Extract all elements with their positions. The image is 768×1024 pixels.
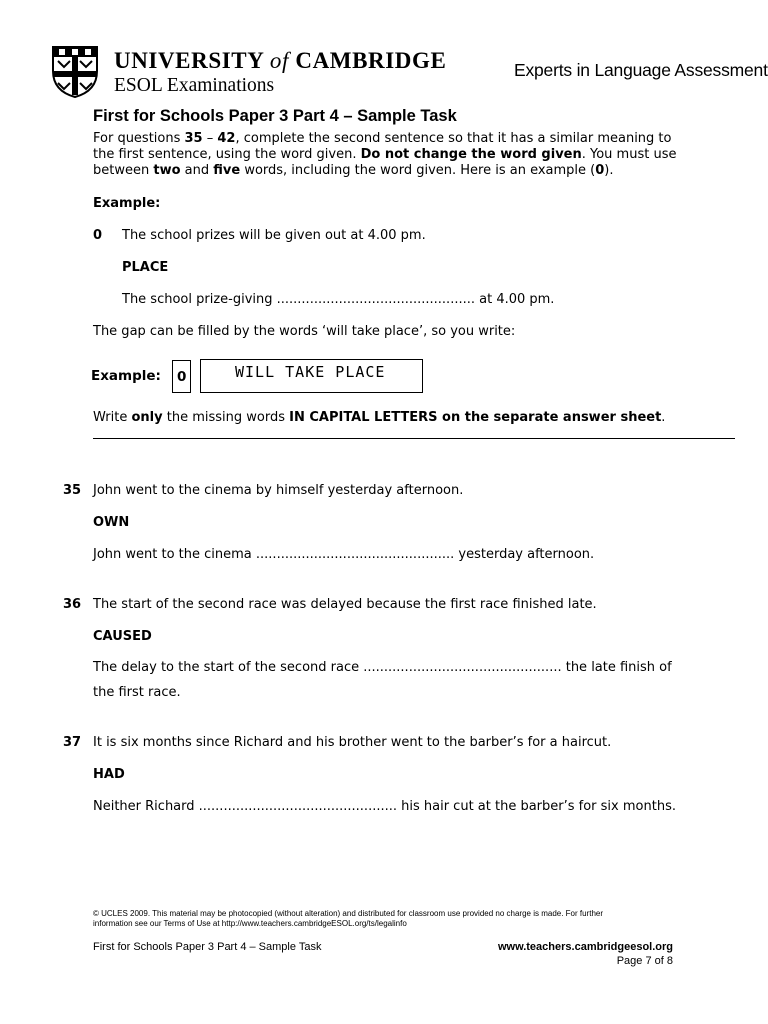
instructions-line-1: For questions 35 – 42, complete the second sentence so that it has a similar meaning to xyxy=(93,131,672,146)
question-number: 35 xyxy=(63,483,82,498)
example-heading: Example: xyxy=(93,196,161,211)
example-gap-note: The gap can be filled by the words ‘will take place’, so you write: xyxy=(93,324,516,339)
question-keyword: OWN xyxy=(93,515,130,530)
question-sentence: John went to the cinema by himself yesterday afternoon. xyxy=(93,483,464,498)
question-second-sentence: John went to the cinema ................................................ yesterday afternoon. xyxy=(93,547,595,562)
copyright-line-2: information see our Terms of Use at http://www.teachers.cambridgeESOL.org/ts/legalinfo xyxy=(93,919,407,928)
copyright-line-1: © UCLES 2009. This material may be photocopied (without alteration) and distributed for classroom use provided no charge is made. For further xyxy=(93,909,604,918)
footer-website: www.teachers.cambridgeesol.org xyxy=(497,941,673,953)
page-number: Page 7 of 8 xyxy=(616,955,673,967)
divider-rule xyxy=(93,438,735,439)
example-number-box: 0 xyxy=(172,360,191,393)
esol-examinations: ESOL Examinations xyxy=(114,75,275,96)
example-keyword: PLACE xyxy=(122,260,169,275)
question-number: 37 xyxy=(63,735,82,750)
question-number: 36 xyxy=(63,597,82,612)
question-second-sentence: Neither Richard ................................................ his hair cut at the barber’s for six months. xyxy=(93,799,676,814)
example-sentence: The school prizes will be given out at 4.00 pm. xyxy=(122,228,426,243)
page-title: First for Schools Paper 3 Part 4 – Sample Task xyxy=(93,107,457,125)
instructions-line-3: between two and five words, including the word given. Here is an example (0). xyxy=(93,163,614,178)
example-second-sentence: The school prize-giving ................................................ at 4.00 pm. xyxy=(122,292,555,307)
example-box-label: Example: xyxy=(91,368,161,384)
tagline: Experts in Language Assessment xyxy=(514,60,768,80)
university-name: UNIVERSITY of CAMBRIDGE xyxy=(114,48,447,73)
question-sentence: The start of the second race was delayed because the first race finished late. xyxy=(93,597,597,612)
university-crest-logo xyxy=(51,45,99,99)
example-number: 0 xyxy=(93,228,103,243)
question-sentence: It is six months since Richard and his brother went to the barber’s for a haircut. xyxy=(93,735,612,750)
question-keyword: HAD xyxy=(93,767,125,782)
footer-title: First for Schools Paper 3 Part 4 – Sample Task xyxy=(93,941,322,953)
instructions-line-2: the first sentence, using the word given. Do not change the word given. You must use xyxy=(93,147,677,162)
write-instruction: Write only the missing words IN CAPITAL LETTERS on the separate answer sheet. xyxy=(93,410,666,425)
example-answer: WILL TAKE PLACE xyxy=(235,363,386,381)
question-second-sentence-continued: the first race. xyxy=(93,685,181,700)
question-second-sentence: The delay to the start of the second race ................................................ the late finish of xyxy=(93,660,672,675)
example-answer-box xyxy=(200,359,423,393)
question-keyword: CAUSED xyxy=(93,629,152,644)
